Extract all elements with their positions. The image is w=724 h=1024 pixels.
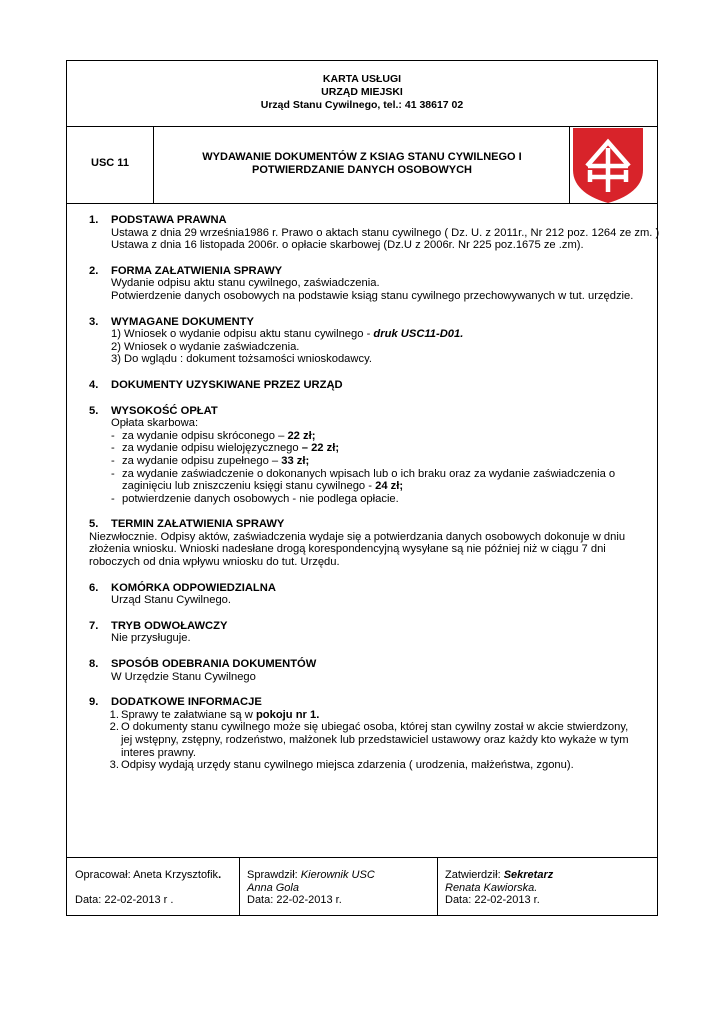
section-title: TRYB ODWOŁAWCZY [111, 619, 228, 632]
section-responsible-unit [89, 582, 657, 607]
room-number: pokoju nr 1. [255, 708, 320, 721]
fee-label: za wydanie zaświadczenie o dokonanych wpisach lub o ich braku oraz za wydanie zaświadczenia o [122, 467, 616, 480]
section-text: Niezwłocznie. Odpisy aktów, zaświadczenia wydaje się a potwierdzania danych osobowych dokonuje w dniu [89, 530, 626, 543]
checked-by-label: Sprawdził: [247, 869, 301, 881]
form-code: druk USC11-D01. [373, 328, 464, 341]
section-form-of-settlement [89, 265, 657, 303]
list-item [111, 468, 657, 493]
list-item: 3) Do wglądu : dokument tożsamości wnioskodawcy. [111, 353, 372, 366]
fee-label: zaginięciu lub zniszczeniu księgi stanu cywilnego - [122, 480, 376, 493]
list-item [106, 759, 636, 772]
divider [153, 126, 154, 203]
fee-amount: – 22 zł; [301, 442, 340, 455]
coat-of-arms-icon [570, 126, 646, 204]
fee-label: za wydanie odpisu skróconego – [122, 429, 288, 442]
checked-date: Data: 22-02-2013 r. [247, 893, 342, 906]
checked-by-cell [239, 857, 437, 915]
section-text: W Urzędzie Stanu Cywilnego [111, 670, 256, 683]
section-pickup-method [89, 658, 657, 683]
section-title: WYSOKOŚĆ OPŁAT [111, 404, 218, 417]
section-title: SPOSÓB ODEBRANIA DOKUMENTÓW [111, 658, 317, 671]
header-card-title: KARTA USŁUGI [322, 73, 402, 85]
section-number: 6. [89, 581, 99, 594]
prepared-by-cell [67, 857, 239, 915]
section-appeal [89, 620, 657, 645]
section-title: DODATKOWE INFORMACJE [111, 696, 262, 709]
section-title: WYMAGANE DOKUMENTY [111, 315, 254, 328]
list-number: 3. [109, 759, 119, 772]
checked-by-name: Anna Gola [247, 881, 299, 894]
fee-amount: 33 zł; [281, 454, 310, 467]
list-number: 1. [109, 708, 119, 721]
list-item: 2) Wniosek o wydanie zaświadczenia. [111, 340, 300, 353]
dash-bullet: - [111, 429, 115, 442]
list-item [111, 430, 657, 443]
section-text: Nie przysługuje. [111, 632, 191, 645]
section-title: KOMÓRKA ODPOWIEDZIALNA [111, 581, 276, 594]
fee-label: za wydanie odpisu zupełnego – [122, 454, 282, 467]
list-item [111, 328, 657, 341]
dash-bullet: - [111, 467, 115, 480]
approved-by-cell [437, 857, 657, 915]
section-text: Ustawa z dnia 16 listopada 2006r. o opłacie skarbowej (Dz.U z 2006r. Nr 225 poz.1675 ze .zm). [111, 239, 584, 252]
section-required-documents [89, 316, 657, 366]
approved-by-role: Sekretarz [503, 869, 554, 881]
dash-bullet: - [111, 454, 115, 467]
section-additional-info [89, 696, 657, 772]
section-text: Opłata skarbowa: [111, 417, 199, 430]
section-documents-obtained [89, 379, 657, 392]
document-body [89, 214, 660, 785]
approval-footer [67, 857, 657, 915]
section-number: 8. [89, 658, 99, 671]
prepared-by: Opracował: Aneta Krzysztofik [75, 869, 219, 881]
section-number: 3. [89, 315, 99, 328]
service-title-line: POTWIERDZANIE DANYCH OSOBOWYCH [252, 164, 472, 176]
section-number: 7. [89, 619, 99, 632]
section-number: 5. [89, 518, 99, 531]
section-text: Ustawa z dnia 29 września1986 r. Prawo o aktach stanu cywilnego ( Dz. U. z 2011r., Nr 212 poz. 1264 ze zm. ) [111, 226, 660, 239]
service-title-line: WYDAWANIE DOKUMENTÓW Z KSIAG STANU CYWILNEGO I [202, 151, 522, 163]
section-number: 2. [89, 264, 99, 277]
document-header [67, 73, 657, 112]
fee-label: potwierdzenie danych osobowych - nie podlega opłacie. [122, 492, 399, 505]
approved-by-name: Renata Kawiorska. [445, 881, 538, 894]
service-card [66, 60, 658, 916]
fee-amount: 24 zł; [375, 480, 404, 493]
prepared-by-dot: . [218, 869, 222, 881]
divider [67, 203, 657, 204]
list-item-text: Odpisy wydają urzędy stanu cywilnego miejsca zdarzenia ( urodzenia, małżeństwa, zgonu). [121, 759, 574, 772]
list-item-text: 1) Wniosek o wydanie odpisu aktu stanu cywilnego - [111, 328, 374, 341]
section-title: FORMA ZAŁATWIENIA SPRAWY [111, 264, 283, 277]
checked-by-role: Kierownik USC [300, 869, 375, 881]
service-title [155, 151, 569, 177]
section-text: Potwierdzenie danych osobowych na podstawie ksiąg stanu cywilnego przechowywanych w tut. urzędzie. [111, 289, 634, 302]
section-number: 9. [89, 696, 99, 709]
prepared-date: Data: 22-02-2013 r . [75, 893, 174, 906]
list-item [111, 493, 657, 506]
section-fees [89, 405, 657, 506]
fee-amount: 22 zł; [287, 429, 316, 442]
list-item [106, 721, 636, 759]
fee-label: za wydanie odpisu wielojęzycznego [122, 442, 302, 455]
section-title: PODSTAWA PRAWNA [111, 214, 227, 226]
section-text: roboczych od dnia wpływu wniosku do tut. Urzędu. [89, 556, 340, 569]
section-number: 1. [89, 214, 99, 226]
section-legal-basis [89, 214, 660, 252]
section-text: złożenia wniosku. Wnioski nadesłane drogą korespondencyjną wysyłane są nie później niż w ciągu 7 dni [89, 543, 606, 556]
service-code: USC 11 [91, 157, 129, 169]
section-title: DOKUMENTY UZYSKIWANE PRZEZ URZĄD [111, 378, 343, 391]
dash-bullet: - [111, 492, 115, 505]
header-office: URZĄD MIEJSKI [321, 86, 403, 98]
section-text: Wydanie odpisu aktu stanu cywilnego, zaświadczenia. [111, 277, 380, 290]
list-item-text: Sprawy te załatwiane są w [121, 708, 256, 721]
section-processing-time [89, 518, 657, 568]
list-item [111, 455, 657, 468]
section-number: 5. [89, 404, 99, 417]
dash-bullet: - [111, 442, 115, 455]
list-item [106, 709, 636, 722]
list-item-text: O dokumenty stanu cywilnego może się ubiegać osoba, której stan cywilny został w akcie stwierdzony, jej wstępny, zstępny, rodzeństwo, małżonek lub przedstawiciel ustawowy oraz każdy kto wykaże w tym interes prawny. [121, 721, 629, 759]
list-number: 2. [109, 721, 119, 734]
section-title: TERMIN ZAŁATWIENIA SPRAWY [111, 518, 285, 531]
list-item [111, 442, 657, 455]
approved-date: Data: 22-02-2013 r. [445, 893, 540, 906]
header-department-phone: Urząd Stanu Cywilnego, tel.: 41 38617 02 [260, 99, 464, 111]
approved-by-label: Zatwierdził: [445, 869, 504, 881]
section-number: 4. [89, 378, 99, 391]
section-text: Urząd Stanu Cywilnego. [111, 594, 232, 607]
